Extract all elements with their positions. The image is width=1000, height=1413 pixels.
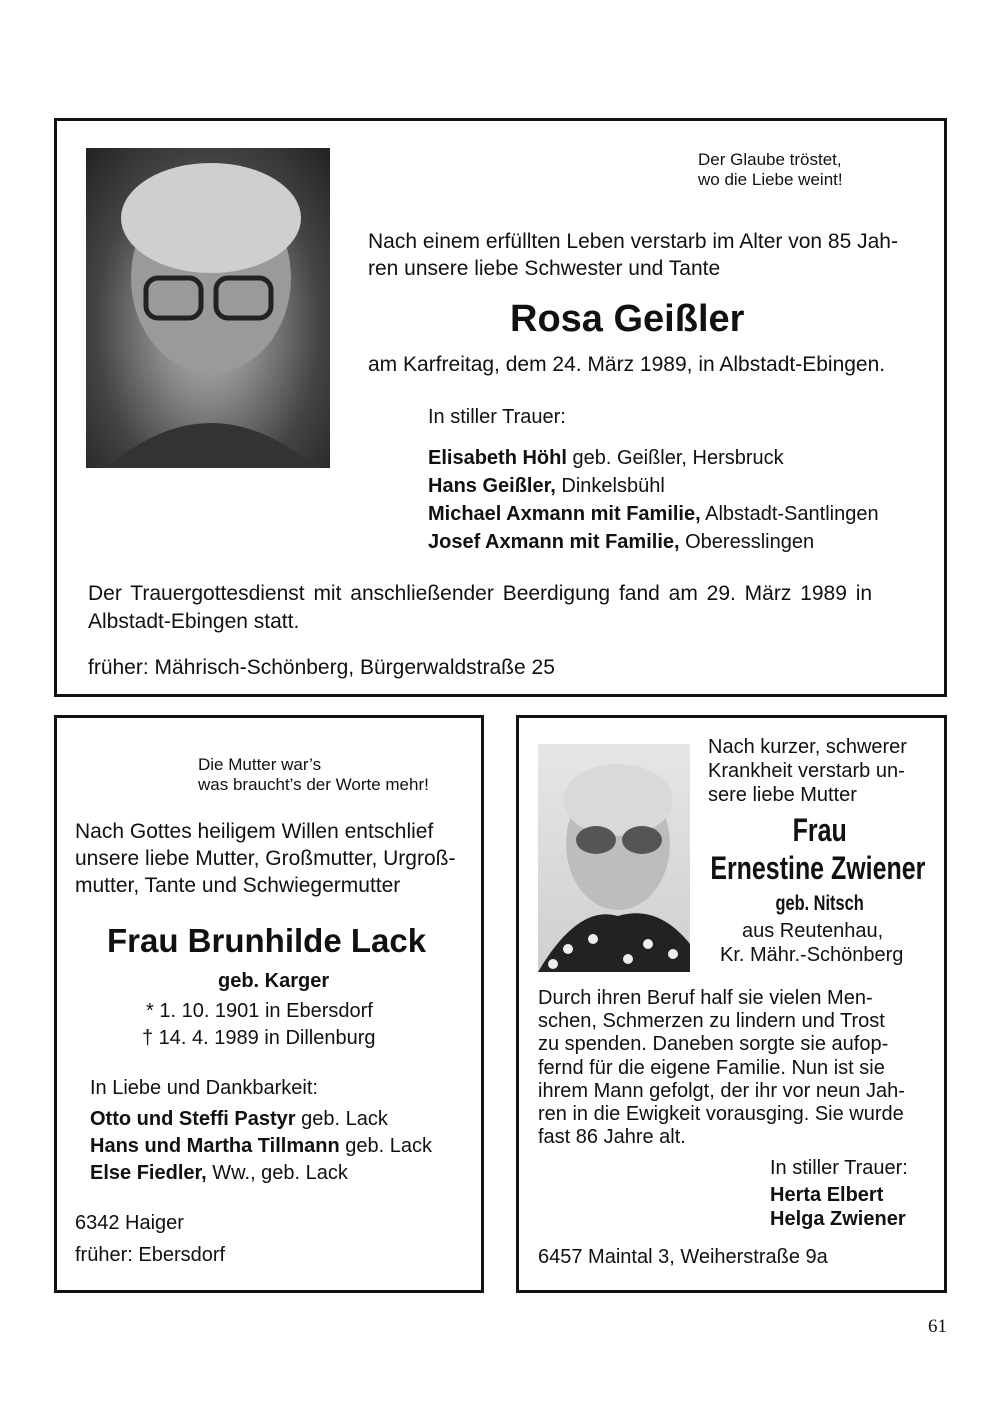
intro-text: Nach einem erfüllten Leben verstarb im Alter von 85 Jah- xyxy=(368,230,898,253)
mourner-name: Michael Axmann mit Familie, xyxy=(428,503,701,525)
mourner-name: Else Fiedler, xyxy=(90,1162,207,1184)
intro-text: sere liebe Mutter xyxy=(708,784,857,806)
motto-line: wo die Liebe weint! xyxy=(698,170,843,189)
deceased-name: Rosa Geißler xyxy=(510,298,745,340)
address: 6342 Haiger xyxy=(75,1212,184,1234)
mourner-line xyxy=(428,531,814,554)
portrait-figure-icon xyxy=(538,744,690,972)
intro-text: Nach Gottes heiligem Willen entschlief xyxy=(75,820,434,843)
mourning-header: In stiller Trauer: xyxy=(770,1157,908,1179)
birth-name: geb. Karger xyxy=(218,970,330,992)
body-line: ren in die Ewigkeit vorausging. Sie wurde xyxy=(538,1103,904,1126)
body-text xyxy=(538,987,905,1149)
intro-text: mutter, Tante und Schwiegermutter xyxy=(75,874,401,897)
mourner-detail: geb. Lack xyxy=(339,1135,432,1157)
mourner-name: Herta Elbert xyxy=(770,1184,884,1206)
service-text: Albstadt-Ebingen statt. xyxy=(88,610,300,633)
motto-line: Der Glaube tröstet, xyxy=(698,150,842,169)
mourning-header: In stiller Trauer: xyxy=(428,406,566,428)
portrait-figure-icon xyxy=(86,148,330,468)
mourner-line xyxy=(90,1162,348,1185)
deceased-name: Frau Brunhilde Lack xyxy=(107,922,427,959)
deceased-title: Frau xyxy=(792,812,848,848)
birth-name: geb. Nitsch xyxy=(775,892,865,915)
deceased-name: Ernestine Zwiener xyxy=(710,850,926,886)
intro-text: unsere liebe Mutter, Großmutter, Urgroß- xyxy=(75,847,456,870)
body-line: zu spenden. Daneben sorgte sie aufop- xyxy=(538,1033,889,1056)
origin: Kr. Mähr.-Schönberg xyxy=(720,944,904,966)
former-address: früher: Ebersdorf xyxy=(75,1244,226,1266)
motto-line: was braucht’s der Worte mehr! xyxy=(198,775,429,794)
address: 6457 Maintal 3, Weiherstraße 9a xyxy=(538,1246,828,1268)
mourner-name: Otto und Steffi Pastyr xyxy=(90,1108,296,1130)
mourner-detail: Oberesslingen xyxy=(679,531,815,553)
birth-date: * 1. 10. 1901 in Ebersdorf xyxy=(146,1000,373,1022)
body-line: fast 86 Jahre alt. xyxy=(538,1126,686,1149)
date-place: am Karfreitag, dem 24. März 1989, in Albstadt-Ebingen. xyxy=(368,353,886,376)
portrait-photo xyxy=(538,744,690,972)
mourner-detail: Albstadt-Santlingen xyxy=(700,503,879,525)
mourner-name: Hans Geißler, xyxy=(428,475,556,497)
intro-text: Krankheit verstarb un- xyxy=(708,760,905,782)
body-line: schen, Schmerzen zu lindern und Trost xyxy=(538,1010,885,1033)
death-date: † 14. 4. 1989 in Dillenburg xyxy=(142,1027,376,1049)
mourner-detail: geb. Lack xyxy=(295,1108,388,1130)
mourner-line xyxy=(428,447,784,470)
mourner-line xyxy=(90,1135,432,1158)
intro-text: ren unsere liebe Schwester und Tante xyxy=(368,257,721,280)
mourner-line xyxy=(428,475,665,498)
mourner-detail: geb. Geißler, Hersbruck xyxy=(566,447,784,469)
page-number: 61 xyxy=(928,1316,947,1337)
origin: aus Reutenhau, xyxy=(742,920,884,942)
mourner-detail: Dinkelsbühl xyxy=(555,475,665,497)
mourner-name: Josef Axmann mit Familie, xyxy=(428,531,680,553)
mourner-name: Helga Zwiener xyxy=(770,1208,906,1230)
mourner-detail: Ww., geb. Lack xyxy=(206,1162,348,1184)
mourner-name: Hans und Martha Tillmann xyxy=(90,1135,340,1157)
mourner-line xyxy=(428,503,879,526)
portrait-photo xyxy=(86,148,330,468)
service-text: Der Trauergottesdienst mit anschließender Beerdigung fand am 29. März 1989 in xyxy=(88,582,873,605)
mourner-name: Elisabeth Höhl xyxy=(428,447,567,469)
body-line: fernd für die eigene Familie. Nun ist sie xyxy=(538,1056,885,1079)
body-line: ihrem Mann gefolgt, der ihr vor neun Jah- xyxy=(538,1079,905,1102)
motto-line: Die Mutter war’s xyxy=(198,755,322,774)
body-line: Durch ihren Beruf half sie vielen Men- xyxy=(538,987,873,1009)
mourning-header: In Liebe und Dankbarkeit: xyxy=(90,1077,318,1099)
intro-text: Nach kurzer, schwerer xyxy=(708,736,907,758)
former-address: früher: Mährisch-Schönberg, Bürgerwaldstraße 25 xyxy=(88,656,555,679)
mourner-line xyxy=(90,1108,388,1131)
